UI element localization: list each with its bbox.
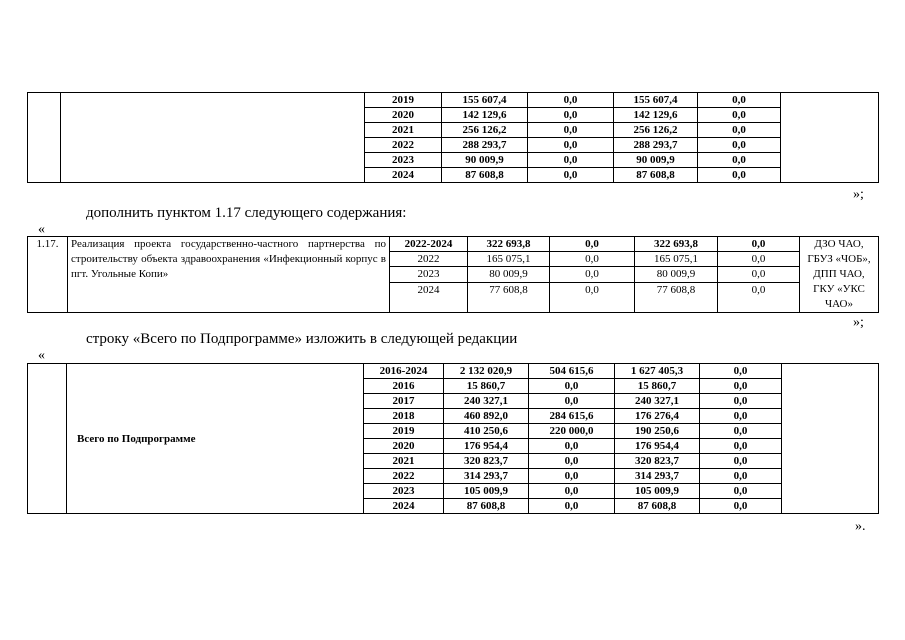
total-cell: 314 293,7 [444,469,529,484]
other-sources-cell: 0,0 [700,364,782,379]
other-sources-cell: 0,0 [718,282,800,312]
total-cell: 460 892,0 [444,409,529,424]
federal-budget-cell: 0,0 [529,379,615,394]
federal-budget-cell: 0,0 [528,153,614,168]
amendment-paragraph: дополнить пунктом 1.17 следующего содержания: [86,205,407,221]
total-cell: 15 860,7 [444,379,529,394]
year-cell: 2019 [365,93,442,108]
regional-budget-cell: 15 860,7 [615,379,700,394]
other-sources-cell: 0,0 [698,93,781,108]
other-sources-cell: 0,0 [700,439,782,454]
other-sources-cell: 0,0 [698,108,781,123]
federal-budget-cell: 0,0 [550,252,635,267]
year-cell: 2023 [364,484,444,499]
federal-budget-cell: 504 615,6 [529,364,615,379]
federal-budget-cell: 0,0 [528,138,614,153]
year-cell: 2016-2024 [364,364,444,379]
other-sources-cell: 0,0 [700,454,782,469]
total-cell: 77 608,8 [468,282,550,312]
federal-budget-cell: 0,0 [528,93,614,108]
item-number-cell [28,364,67,514]
year-cell: 2022-2024 [390,237,468,252]
total-cell: 320 823,7 [444,454,529,469]
executor-cell [781,93,879,183]
item-description-cell: Реализация проекта государственно-частного партнерства по строительству объекта здравоохранения «Инфекционный корпус в пгт. Угольные Копи» [68,237,390,313]
year-cell: 2016 [364,379,444,394]
other-sources-cell: 0,0 [698,168,781,183]
executor-cell [782,364,879,514]
regional-budget-cell: 256 126,2 [614,123,698,138]
federal-budget-cell: 0,0 [528,108,614,123]
table-row [28,364,879,379]
regional-budget-cell: 165 075,1 [635,252,718,267]
regional-budget-cell: 176 276,4 [615,409,700,424]
opening-quote: « [38,222,45,237]
total-cell: 256 126,2 [442,123,528,138]
regional-budget-cell: 176 954,4 [615,439,700,454]
total-cell: 410 250,6 [444,424,529,439]
closing-quote: ». [855,519,866,534]
closing-quote: »; [853,187,864,202]
other-sources-cell: 0,0 [718,252,800,267]
federal-budget-cell: 0,0 [550,267,635,282]
federal-budget-cell: 0,0 [529,484,615,499]
opening-quote: « [38,348,45,363]
item-1-17-table [27,236,879,313]
year-cell: 2023 [365,153,442,168]
item-number-cell [28,93,61,183]
subprogram-total-label: Всего по Подпрограмме [67,364,364,514]
regional-budget-cell: 87 608,8 [615,499,700,514]
federal-budget-cell: 0,0 [528,168,614,183]
other-sources-cell: 0,0 [700,379,782,394]
amendment-paragraph: строку «Всего по Подпрограмме» изложить в следующей редакции [86,331,518,347]
total-cell: 87 608,8 [444,499,529,514]
year-cell: 2020 [365,108,442,123]
year-cell: 2022 [390,252,468,267]
subprogram-table-continuation [27,92,879,183]
total-cell: 165 075,1 [468,252,550,267]
year-cell: 2022 [364,469,444,484]
regional-budget-cell: 155 607,4 [614,93,698,108]
table-row [28,93,879,108]
federal-budget-cell: 0,0 [529,454,615,469]
other-sources-cell: 0,0 [718,267,800,282]
other-sources-cell: 0,0 [718,237,800,252]
other-sources-cell: 0,0 [698,138,781,153]
year-cell: 2017 [364,394,444,409]
federal-budget-cell: 0,0 [529,439,615,454]
federal-budget-cell: 284 615,6 [529,409,615,424]
other-sources-cell: 0,0 [700,484,782,499]
year-cell: 2020 [364,439,444,454]
federal-budget-cell: 220 000,0 [529,424,615,439]
total-cell: 2 132 020,9 [444,364,529,379]
regional-budget-cell: 80 009,9 [635,267,718,282]
year-cell: 2023 [390,267,468,282]
federal-budget-cell: 0,0 [529,394,615,409]
other-sources-cell: 0,0 [700,424,782,439]
year-cell: 2024 [365,168,442,183]
year-cell: 2019 [364,424,444,439]
federal-budget-cell: 0,0 [529,469,615,484]
total-cell: 176 954,4 [444,439,529,454]
regional-budget-cell: 1 627 405,3 [615,364,700,379]
executor-cell: ДЗО ЧАО, ГБУЗ «ЧОБ», ДПП ЧАО, ГКУ «УКС ЧАО» [800,237,879,313]
regional-budget-cell: 322 693,8 [635,237,718,252]
regional-budget-cell: 314 293,7 [615,469,700,484]
other-sources-cell: 0,0 [700,469,782,484]
total-cell: 288 293,7 [442,138,528,153]
regional-budget-cell: 142 129,6 [614,108,698,123]
subprogram-total-table [27,363,879,514]
regional-budget-cell: 320 823,7 [615,454,700,469]
other-sources-cell: 0,0 [698,153,781,168]
regional-budget-cell: 288 293,7 [614,138,698,153]
federal-budget-cell: 0,0 [550,282,635,312]
item-description-cell [61,93,365,183]
regional-budget-cell: 105 009,9 [615,484,700,499]
regional-budget-cell: 240 327,1 [615,394,700,409]
federal-budget-cell: 0,0 [528,123,614,138]
federal-budget-cell: 0,0 [529,499,615,514]
total-cell: 87 608,8 [442,168,528,183]
total-cell: 105 009,9 [444,484,529,499]
total-cell: 322 693,8 [468,237,550,252]
item-number-cell: 1.17. [28,237,68,313]
other-sources-cell: 0,0 [698,123,781,138]
regional-budget-cell: 90 009,9 [614,153,698,168]
closing-quote: »; [853,315,864,330]
regional-budget-cell: 77 608,8 [635,282,718,312]
other-sources-cell: 0,0 [700,394,782,409]
total-cell: 142 129,6 [442,108,528,123]
year-cell: 2021 [364,454,444,469]
year-cell: 2021 [365,123,442,138]
total-cell: 240 327,1 [444,394,529,409]
other-sources-cell: 0,0 [700,499,782,514]
total-cell: 90 009,9 [442,153,528,168]
total-cell: 155 607,4 [442,93,528,108]
other-sources-cell: 0,0 [700,409,782,424]
year-cell: 2018 [364,409,444,424]
year-cell: 2024 [364,499,444,514]
regional-budget-cell: 190 250,6 [615,424,700,439]
federal-budget-cell: 0,0 [550,237,635,252]
year-cell: 2022 [365,138,442,153]
regional-budget-cell: 87 608,8 [614,168,698,183]
year-cell: 2024 [390,282,468,312]
table-row [28,237,879,252]
total-cell: 80 009,9 [468,267,550,282]
